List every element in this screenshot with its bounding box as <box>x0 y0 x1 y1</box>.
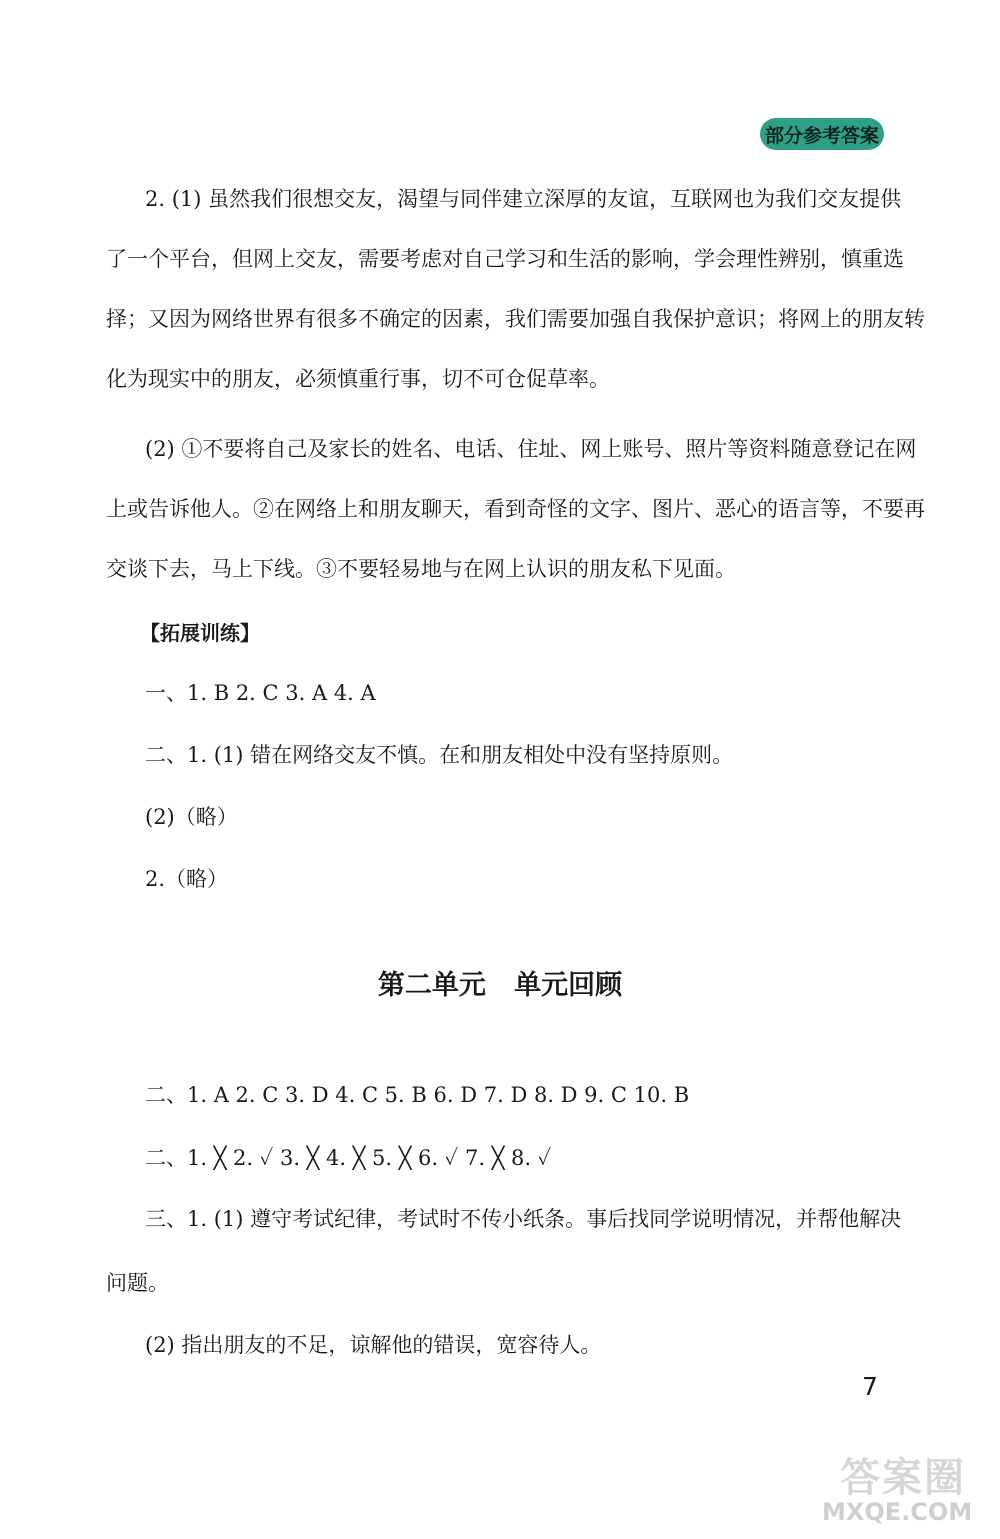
paragraph-line: 2. (1) 虽然我们很想交友，渴望与同伴建立深厚的友谊，互联网也为我们交友提供 <box>145 187 902 211</box>
watermark-url: MXQE.COM <box>822 1498 973 1526</box>
paragraph-line: (2) ①不要将自己及家长的姓名、电话、住址、网上账号、照片等资料随意登记在网 <box>145 437 917 461</box>
paragraph-line: 了一个平台，但网上交友，需要考虑对自己学习和生活的影响，学会理性辨别，慎重选 <box>106 247 904 271</box>
extension-label: 【拓展训练】 <box>140 621 260 645</box>
watermark-logo <box>822 1446 990 1536</box>
answer-line: 2.（略） <box>145 867 229 891</box>
unit-heading: 第二单元 单元回顾 <box>377 970 623 1001</box>
page-number: 7 <box>862 1372 878 1401</box>
answer-line: 一、1. B 2. C 3. A 4. A <box>145 681 376 705</box>
paragraph-line: 交谈下去，马上下线。③不要轻易地与在网上认识的朋友私下见面。 <box>106 557 736 581</box>
answer-line: 问题。 <box>106 1271 169 1295</box>
answer-line: 二、1. A 2. C 3. D 4. C 5. B 6. D 7. D 8. D 9. C 10. B <box>145 1083 690 1107</box>
answer-line: (2) 指出朋友的不足，谅解他的错误，宽容待人。 <box>145 1333 602 1357</box>
watermark-logo-text: 答案圈 <box>840 1455 966 1501</box>
answer-line: 三、1. (1) 遵守考试纪律，考试时不传小纸条。事后找同学说明情况，并帮他解决 <box>145 1207 902 1231</box>
answer-line: (2)（略） <box>145 805 238 829</box>
answer-line: 二、1. (1) 错在网络交友不慎。在和朋友相处中没有坚持原则。 <box>145 743 734 767</box>
section-badge: 部分参考答案 <box>760 118 884 150</box>
answer-line: 二、1. ╳ 2. ✓ 3. ╳ 4. ╳ 5. ╳ 6. ✓ 7. ╳ 8. ✓ <box>145 1146 552 1170</box>
paragraph-line: 择；又因为网络世界有很多不确定的因素，我们需要加强自我保护意识；将网上的朋友转 <box>106 307 925 331</box>
paragraph-line: 化为现实中的朋友，必须慎重行事，切不可仓促草率。 <box>106 367 610 391</box>
paragraph-line: 上或告诉他人。②在网络上和朋友聊天，看到奇怪的文字、图片、恶心的语言等，不要再 <box>106 497 925 521</box>
